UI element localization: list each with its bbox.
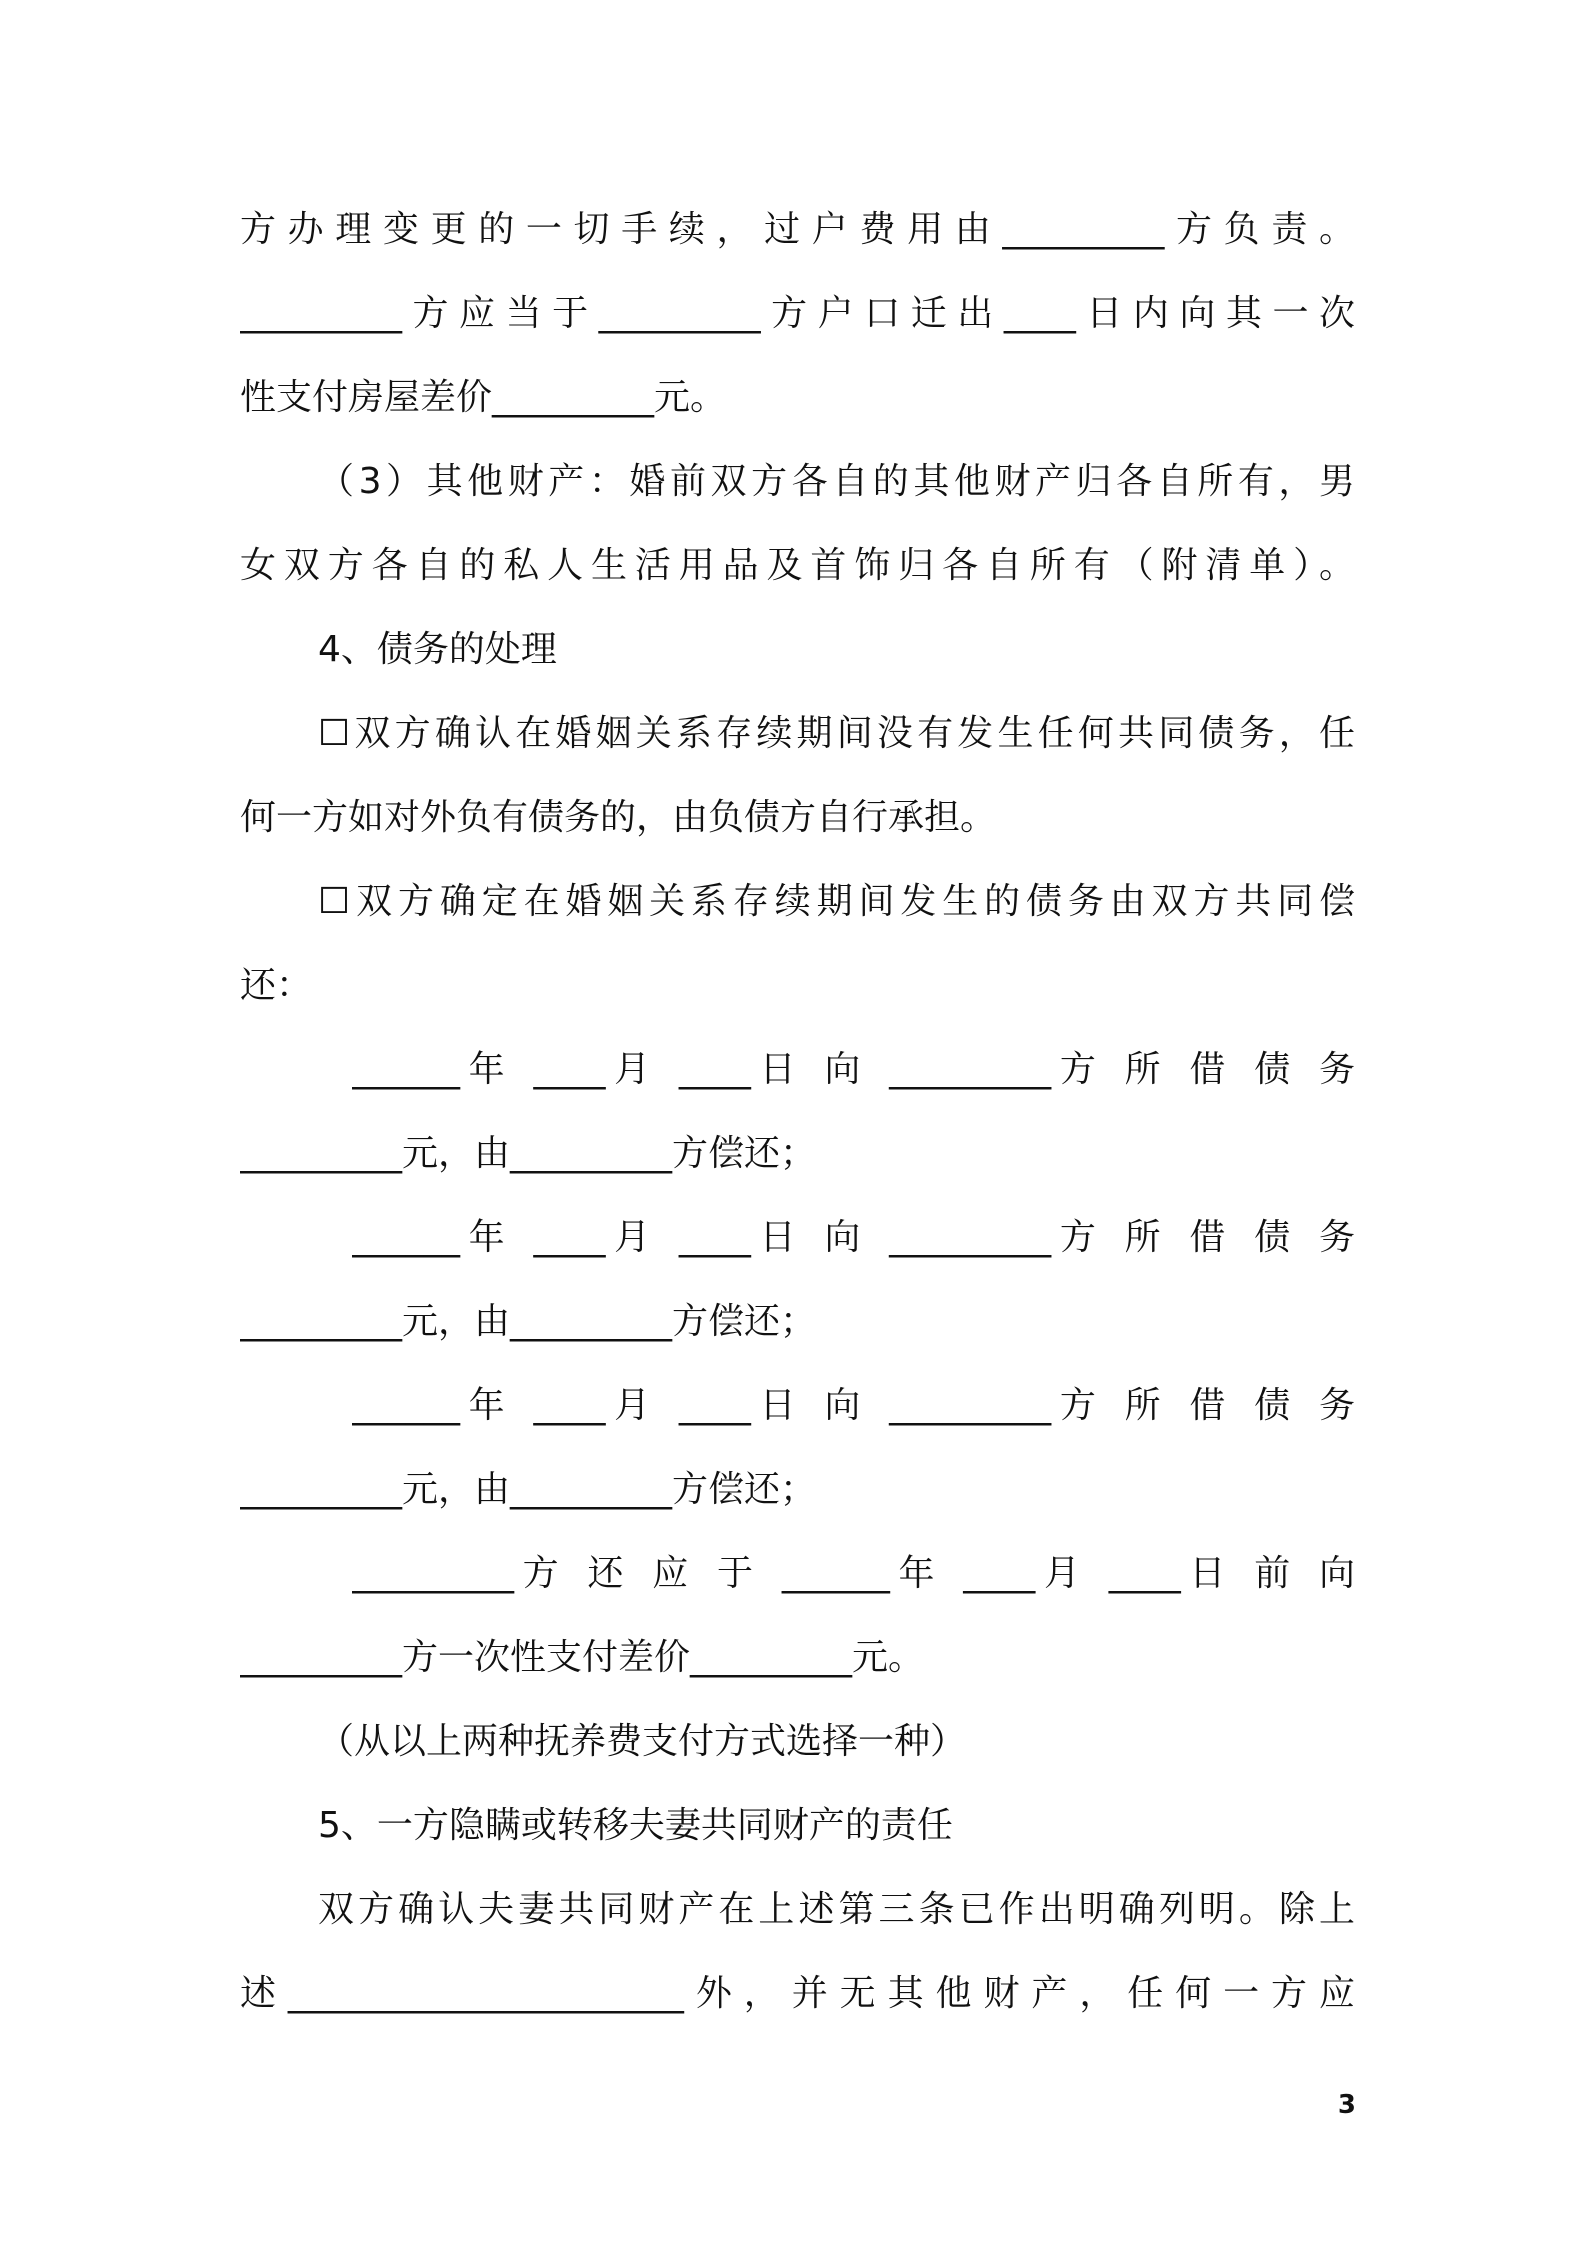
- note-line: （从以上两种抚养费支付方式选择一种）: [318, 1721, 967, 1762]
- text-line: _________方应当于_________方户口迁出____日内向其一次: [240, 293, 1355, 334]
- text-line: 述______________________外，并无其他财产，任何一方应: [240, 1973, 1355, 2014]
- debt-entry-line: _________元，由_________方偿还；: [240, 1133, 817, 1174]
- text-line: 性支付房屋差价_________元。: [240, 377, 727, 418]
- debt-entry-line: ______年 ____月 ____日 向 _________方 所 借 债 务: [352, 1049, 1355, 1090]
- text-line: （3）其他财产：婚前双方各自的其他财产归各自所有，男: [318, 461, 1355, 502]
- page-number: 3: [1337, 2090, 1356, 2120]
- debt-entry-line: ______年 ____月 ____日 向 _________方 所 借 债 务: [352, 1385, 1355, 1426]
- text-line: 方办理变更的一切手续，过户费用由_________方负责。: [240, 209, 1355, 250]
- payment-line: _________方一次性支付差价_________元。: [240, 1637, 925, 1678]
- text-line: 女双方各自的私人生活用品及首饰归各自所有（附清单）。: [240, 545, 1355, 586]
- debt-entry-line: _________元，由_________方偿还；: [240, 1469, 817, 1510]
- payment-line: _________方 还 应 于 ______年 ____月 ____日 前 向: [352, 1553, 1355, 1594]
- text-line: 何一方如对外负有债务的，由负债方自行承担。: [240, 797, 997, 838]
- text-line: 双方确认夫妻共同财产在上述第三条已作出明确列明。除上: [318, 1889, 1355, 1930]
- text-line: 还：: [240, 965, 313, 1006]
- section-heading: 4、债务的处理: [318, 629, 557, 670]
- debt-entry-line: _________元，由_________方偿还；: [240, 1301, 817, 1342]
- debt-entry-line: ______年 ____月 ____日 向 _________方 所 借 债 务: [352, 1217, 1355, 1258]
- checkbox-option-text: ☐双方确定在婚姻关系存续期间发生的债务由双方共同偿: [318, 881, 1355, 922]
- section-heading: 5、一方隐瞒或转移夫妻共同财产的责任: [318, 1805, 953, 1846]
- checkbox-option-text: ☐双方确认在婚姻关系存续期间没有发生任何共同债务，任: [318, 713, 1355, 754]
